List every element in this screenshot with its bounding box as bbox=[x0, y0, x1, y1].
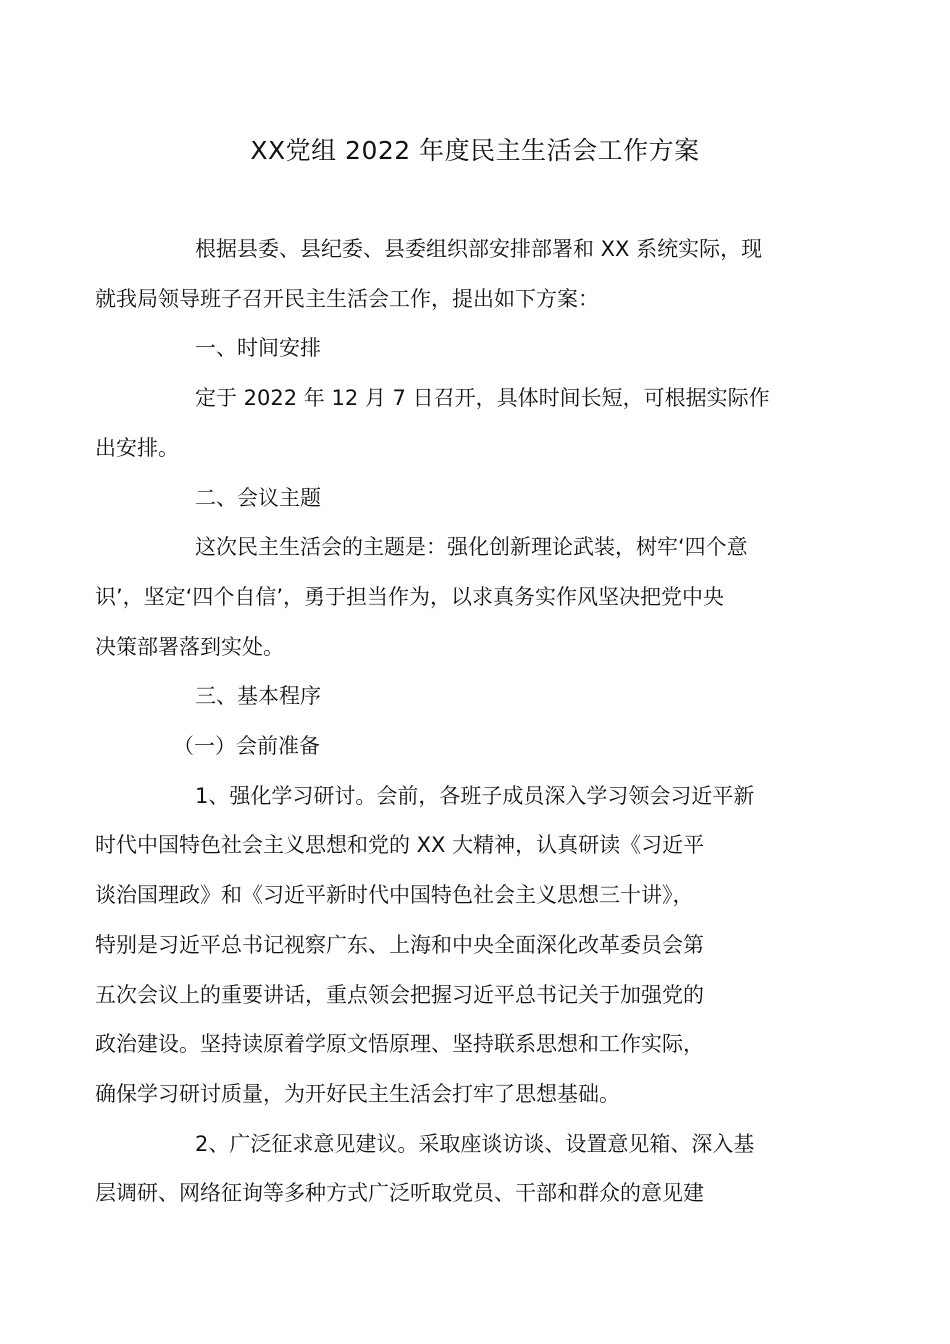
text-line: 二、会议主题 bbox=[195, 485, 321, 510]
text-line: （一）会前准备 bbox=[173, 734, 320, 759]
text-line: 一、时间安排 bbox=[195, 336, 321, 361]
text-line: 政治建设。坚持读原着学原文悟原理、坚持联系思想和工作实际， bbox=[95, 1032, 704, 1057]
paragraph-study bbox=[0, 772, 810, 1120]
text-line: 这次民主生活会的主题是：强化创新理论武装，树牢‘四个意 bbox=[195, 535, 748, 560]
paragraph-intro bbox=[0, 225, 810, 324]
paragraph-opinions bbox=[0, 1120, 810, 1219]
text-line: 层调研、网络征询等多种方式广泛听取党员、干部和群众的意见建 bbox=[95, 1181, 704, 1206]
section-heading-theme bbox=[0, 474, 810, 524]
text-line: 时代中国特色社会主义思想和党的 XX 大精神，认真研读《习近平 bbox=[95, 833, 705, 858]
text-line: 决策部署落到实处。 bbox=[95, 634, 284, 659]
text-line: 三、基本程序 bbox=[195, 684, 321, 709]
text-line: 特别是习近平总书记视察广东、上海和中央全面深化改革委员会第 bbox=[95, 932, 704, 957]
text-line: 五次会议上的重要讲话，重点领会把握习近平总书记关于加强党的 bbox=[95, 982, 704, 1007]
text-line: 根据县委、县纪委、县委组织部安排部署和 XX 系统实际，现 bbox=[195, 237, 763, 261]
section-heading-procedure bbox=[0, 672, 810, 722]
document-title: XX党组 2022 年度民主生活会工作方案 bbox=[250, 136, 700, 165]
paragraph-theme bbox=[0, 523, 810, 672]
paragraph-time bbox=[0, 374, 810, 473]
section-heading-time bbox=[0, 324, 810, 374]
subsection-heading-preparation bbox=[0, 722, 810, 772]
text-line: 出安排。 bbox=[95, 435, 179, 460]
document-body bbox=[0, 225, 950, 1219]
text-line: 定于 2022 年 12 月 7 日召开，具体时间长短，可根据实际作 bbox=[195, 386, 770, 411]
text-line: 识’，坚定‘四个自信’，勇于担当作为，以求真务实作风坚决把党中央 bbox=[95, 584, 725, 609]
text-line: 确保学习研讨质量，为开好民主生活会打牢了思想基础。 bbox=[95, 1081, 620, 1106]
text-line: 1、强化学习研讨。会前，各班子成员深入学习领会习近平新 bbox=[195, 783, 755, 808]
text-line: 谈治国理政》和《习近平新时代中国特色社会主义思想三十讲》， bbox=[95, 883, 694, 908]
text-line: 就我局领导班子召开民主生活会工作，提出如下方案： bbox=[95, 286, 599, 311]
text-line: 2、广泛征求意见建议。采取座谈访谈、设置意见箱、深入基 bbox=[195, 1131, 755, 1156]
